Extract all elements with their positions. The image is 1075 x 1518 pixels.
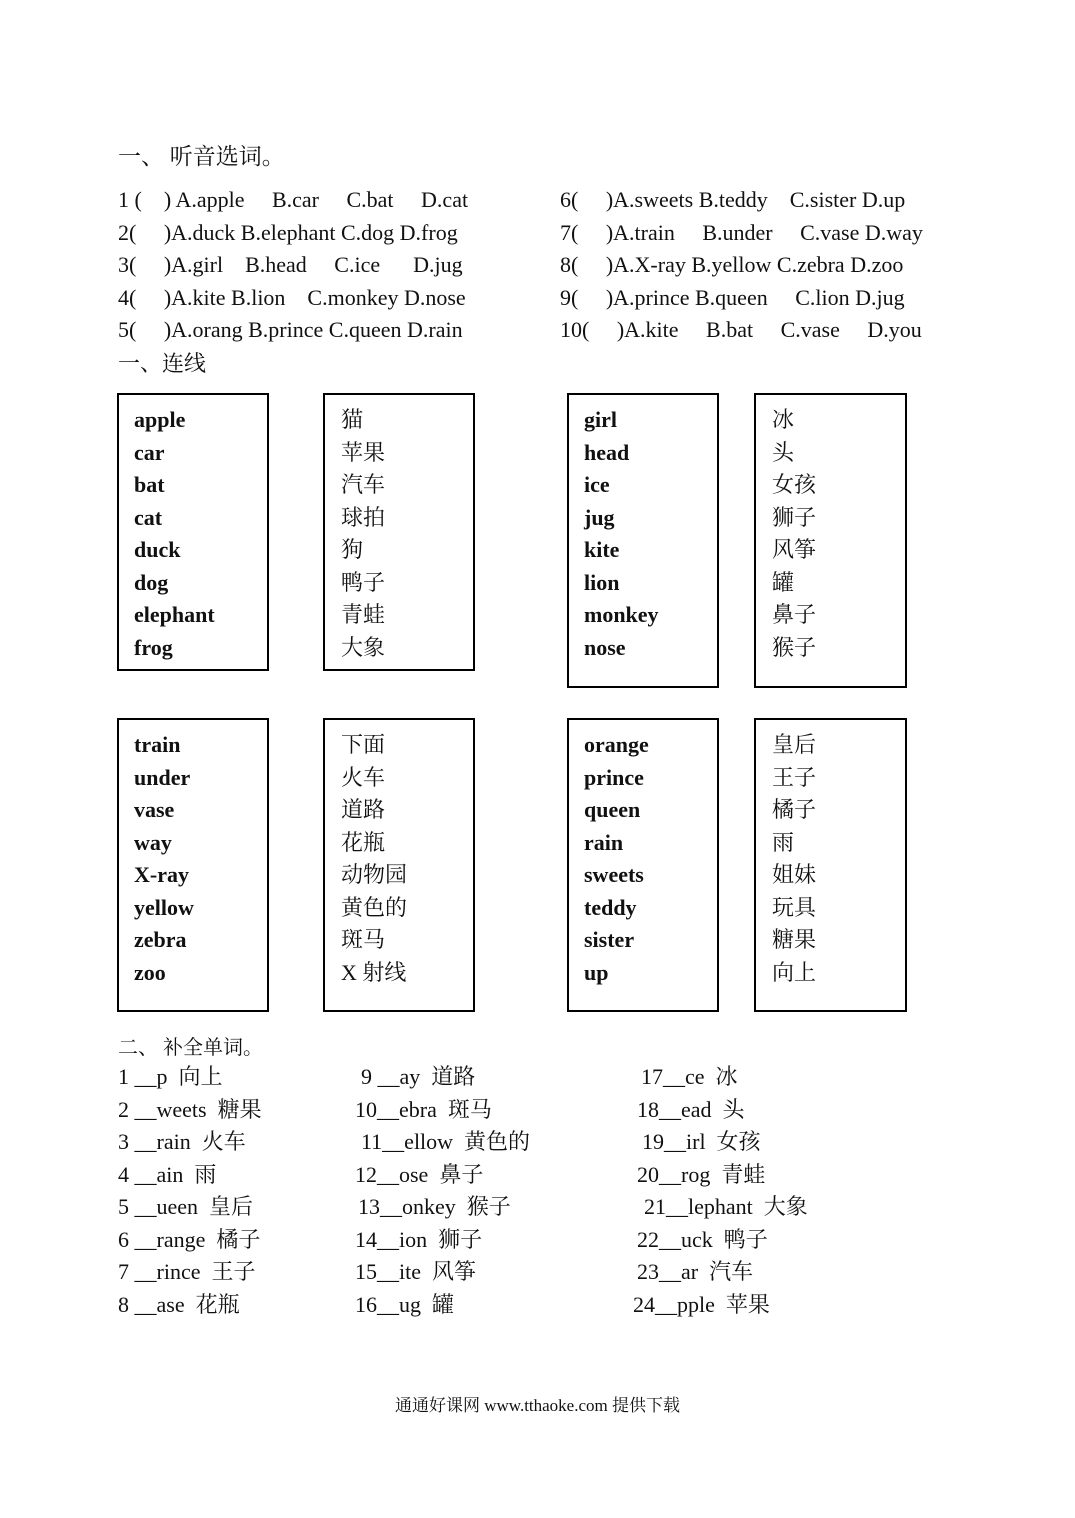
fill-item: 14__ion 狮子 xyxy=(355,1226,483,1252)
meaning: 汽车 xyxy=(341,472,386,497)
meaning: 青蛙 xyxy=(341,602,386,627)
meaning: 糖果 xyxy=(772,927,817,952)
word: nose xyxy=(584,634,626,660)
fill-item: 21__lephant 大象 xyxy=(644,1194,808,1219)
meaning: 鼻子 xyxy=(772,602,817,627)
meaning: 动物园 xyxy=(341,862,408,887)
word: yellow xyxy=(134,894,194,920)
fill-item: 6 __range 橘子 xyxy=(118,1226,261,1252)
fill-item: 15__ite 风筝 xyxy=(355,1259,476,1284)
meaning: 斑马 xyxy=(341,927,386,952)
meaning: 女孩 xyxy=(772,472,817,497)
word: way xyxy=(134,829,172,855)
fill-column-3 xyxy=(633,1061,808,1321)
meaning: 猴子 xyxy=(772,634,817,660)
meaning: 猫 xyxy=(341,407,364,432)
word: apple xyxy=(134,407,186,432)
question-8: 8( )A.X-ray B.yellow C.zebra D.zoo xyxy=(560,252,904,277)
word: sister xyxy=(584,927,635,952)
meaning: 向上 xyxy=(772,959,817,985)
fill-item: 24__pple 苹果 xyxy=(633,1291,770,1317)
fill-item: 2 __weets 糖果 xyxy=(118,1096,262,1122)
question-4: 4( )A.kite B.lion C.monkey D.nose xyxy=(118,284,466,310)
word: ice xyxy=(584,472,610,497)
meaning: 狮子 xyxy=(772,504,817,530)
word: monkey xyxy=(584,602,659,627)
word: zoo xyxy=(134,959,166,985)
match-box-chinese-3 xyxy=(323,718,475,1012)
fill-column-2 xyxy=(355,1061,530,1321)
meaning: 苹果 xyxy=(341,439,386,465)
question-1: 1 ( ) A.apple B.car C.bat D.cat xyxy=(118,187,469,212)
word: lion xyxy=(584,569,620,595)
fill-item: 22__uck 鸭子 xyxy=(637,1226,768,1252)
fill-item: 19__irl 女孩 xyxy=(642,1129,761,1154)
question-6: 6( )A.sweets B.teddy C.sister D.up xyxy=(560,187,906,212)
word: kite xyxy=(584,537,620,562)
fill-item: 7 __rince 王子 xyxy=(118,1259,256,1284)
meaning: 火车 xyxy=(341,764,386,790)
meaning: 下面 xyxy=(341,732,386,757)
match-box-chinese-4 xyxy=(754,718,907,1012)
fill-item: 10__ebra 斑马 xyxy=(355,1096,492,1122)
footer-credit: 通通好课网 www.tthaoke.com 提供下载 xyxy=(394,1396,681,1415)
meaning: 大象 xyxy=(341,634,386,660)
word: duck xyxy=(134,537,181,562)
fill-item: 18__ead 头 xyxy=(637,1096,745,1122)
meaning: 玩具 xyxy=(772,894,817,920)
fill-item: 20__rog 青蛙 xyxy=(637,1161,766,1187)
match-box-english-2 xyxy=(567,393,719,688)
fill-item: 4 __ain 雨 xyxy=(118,1161,217,1187)
word: rain xyxy=(584,829,624,855)
meaning: 黄色的 xyxy=(341,894,408,920)
meaning: 头 xyxy=(772,439,795,465)
word: X-ray xyxy=(134,862,189,887)
section-title-complete-words: 二、 补全单词。 xyxy=(118,1037,263,1059)
word: jug xyxy=(584,504,615,530)
fill-column-1 xyxy=(118,1061,262,1321)
fill-item: 1 __p 向上 xyxy=(118,1064,223,1089)
match-box-chinese-2 xyxy=(754,393,907,688)
word: sweets xyxy=(584,862,644,887)
fill-item: 23__ar 汽车 xyxy=(637,1259,754,1284)
fill-item: 9 __ay 道路 xyxy=(361,1064,476,1089)
fill-item: 5 __ueen 皇后 xyxy=(118,1194,254,1219)
match-box-english-4 xyxy=(567,718,719,1012)
meaning: 王子 xyxy=(772,764,817,790)
question-2: 2( )A.duck B.elephant C.dog D.frog xyxy=(118,219,458,245)
fill-item: 3 __rain 火车 xyxy=(118,1129,246,1154)
section-title-matching: 一、连线 xyxy=(118,351,207,376)
question-9: 9( )A.prince B.queen C.lion D.jug xyxy=(560,284,905,310)
fill-item: 13__onkey 猴子 xyxy=(358,1194,511,1219)
meaning: 皇后 xyxy=(772,732,817,757)
word: teddy xyxy=(584,894,637,920)
meaning: 鸭子 xyxy=(341,569,386,595)
meaning: 风筝 xyxy=(772,537,817,562)
word: up xyxy=(584,959,609,985)
meaning: 雨 xyxy=(772,829,795,855)
fill-item: 8 __ase 花瓶 xyxy=(118,1291,240,1317)
word: elephant xyxy=(134,602,215,627)
fill-item: 11__ellow 黄色的 xyxy=(361,1129,531,1154)
meaning: 狗 xyxy=(341,537,364,562)
word: car xyxy=(134,439,165,465)
fill-item: 17__ce 冰 xyxy=(641,1064,738,1089)
match-box-english-1 xyxy=(117,393,269,671)
section-title-listening: 一、 听音选词。 xyxy=(118,144,285,169)
word: orange xyxy=(584,732,649,757)
meaning: 花瓶 xyxy=(341,829,386,855)
question-7: 7( )A.train B.under C.vase D.way xyxy=(560,219,923,245)
match-box-english-3 xyxy=(117,718,269,1012)
question-5: 5( )A.orang B.prince C.queen D.rain xyxy=(118,317,463,342)
question-10: 10( )A.kite B.bat C.vase D.you xyxy=(560,317,922,342)
match-box-chinese-1 xyxy=(323,393,475,671)
word: vase xyxy=(134,797,175,822)
listening-right-column xyxy=(560,184,923,347)
meaning: 姐妹 xyxy=(772,862,817,887)
meaning: 橘子 xyxy=(772,797,817,822)
question-3: 3( )A.girl B.head C.ice D.jug xyxy=(118,252,463,277)
word: head xyxy=(584,439,630,465)
word: cat xyxy=(134,504,163,530)
word: under xyxy=(134,764,191,790)
fill-item: 16__ug 罐 xyxy=(355,1291,455,1317)
meaning: 道路 xyxy=(341,797,386,822)
word: girl xyxy=(584,407,617,432)
meaning: 罐 xyxy=(772,569,795,595)
word: bat xyxy=(134,472,165,497)
meaning: X 射线 xyxy=(341,959,407,985)
word: queen xyxy=(584,797,641,822)
word: prince xyxy=(584,764,644,790)
word: train xyxy=(134,732,181,757)
fill-item: 12__ose 鼻子 xyxy=(355,1161,484,1187)
word: frog xyxy=(134,634,173,660)
meaning: 冰 xyxy=(772,407,795,432)
word: dog xyxy=(134,569,169,595)
meaning: 球拍 xyxy=(341,504,386,530)
listening-left-column xyxy=(118,184,468,347)
word: zebra xyxy=(134,927,187,952)
